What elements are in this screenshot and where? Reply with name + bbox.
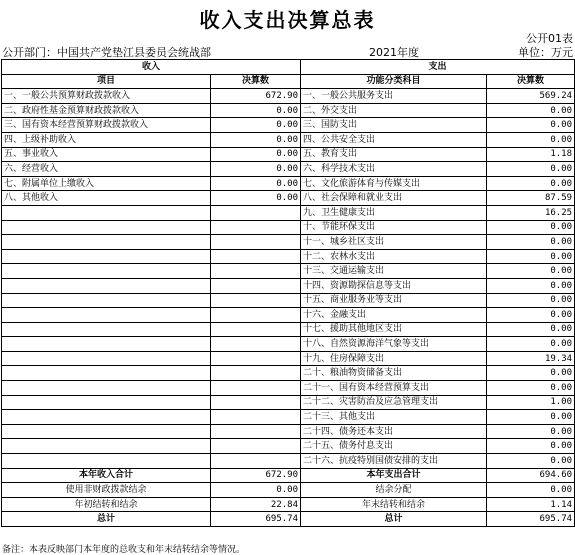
table-row <box>2 293 575 308</box>
expense-amount-cell: 1.18 <box>487 147 575 162</box>
summary-label-left: 使用非财政拨款结余 <box>2 483 211 498</box>
income-amount-cell <box>211 293 301 308</box>
table-row <box>2 308 575 323</box>
budget-table <box>1 59 575 527</box>
income-item-cell <box>2 410 211 425</box>
summary-value-left: 672.90 <box>211 468 301 483</box>
table-row <box>2 439 575 454</box>
summary-value-right: 0.00 <box>487 483 575 498</box>
expense-amount-cell: 0.00 <box>487 337 575 352</box>
department-label: 公开部门：中国共产党垫江县委员会统战部 <box>2 46 211 59</box>
expense-item-cell: 二十三、其他支出 <box>301 410 487 425</box>
total-row <box>2 468 575 483</box>
income-item-cell <box>2 322 211 337</box>
income-item-cell <box>2 395 211 410</box>
income-amount-cell <box>211 278 301 293</box>
income-item-cell: 三、国有资本经营预算财政拨款收入 <box>2 118 211 133</box>
expense-amount-cell: 0.00 <box>487 235 575 250</box>
table-row <box>2 220 575 235</box>
income-item-cell <box>2 220 211 235</box>
income-amount-cell: 0.00 <box>211 147 301 162</box>
income-item-cell <box>2 439 211 454</box>
income-item-cell <box>2 278 211 293</box>
table-row <box>2 337 575 352</box>
table-row <box>2 454 575 469</box>
expense-item-cell: 十八、自然资源海洋气象等支出 <box>301 337 487 352</box>
income-item-cell <box>2 264 211 279</box>
income-section-header: 收入 <box>2 60 301 75</box>
expense-amount-cell: 0.00 <box>487 264 575 279</box>
table-row <box>2 205 575 220</box>
expense-amount-cell: 87.59 <box>487 191 575 206</box>
expense-amount-cell: 0.00 <box>487 308 575 323</box>
expense-amount-cell: 0.00 <box>487 439 575 454</box>
expense-item-cell: 二十二、灾害防治及应急管理支出 <box>301 395 487 410</box>
income-item-cell: 一、一般公共预算财政拨款收入 <box>2 89 211 104</box>
table-row <box>2 191 575 206</box>
income-item-cell <box>2 366 211 381</box>
table-row <box>2 235 575 250</box>
income-item-cell: 二、政府性基金预算财政拨款收入 <box>2 103 211 118</box>
expense-item-cell: 二十、粮油物资储备支出 <box>301 366 487 381</box>
table-row <box>2 132 575 147</box>
expense-amount-cell: 0.00 <box>487 162 575 177</box>
expense-amount-cell: 19.34 <box>487 351 575 366</box>
expense-item-cell: 二十一、国有资本经营预算支出 <box>301 381 487 396</box>
income-item-cell <box>2 205 211 220</box>
expense-amount-cell: 0.00 <box>487 366 575 381</box>
expense-amount-cell: 0.00 <box>487 424 575 439</box>
table-row <box>2 395 575 410</box>
expense-item-cell: 七、文化旅游体育与传媒支出 <box>301 176 487 191</box>
table-row <box>2 381 575 396</box>
table-row <box>2 147 575 162</box>
expense-item-cell: 二十五、债务付息支出 <box>301 439 487 454</box>
income-item-cell <box>2 249 211 264</box>
summary-label-right: 本年支出合计 <box>301 468 487 483</box>
year-label: 2021年度 <box>369 46 419 59</box>
unit-label: 单位：万元 <box>518 46 573 59</box>
form-number: 公开01表 <box>526 32 573 45</box>
summary-value-left: 22.84 <box>211 497 301 512</box>
income-amount-cell <box>211 264 301 279</box>
income-item-cell: 五、事业收入 <box>2 147 211 162</box>
income-amount-cell: 0.00 <box>211 162 301 177</box>
income-item-cell <box>2 235 211 250</box>
income-item-cell: 四、上级补助收入 <box>2 132 211 147</box>
summary-value-right: 695.74 <box>487 512 575 527</box>
grand-total-row <box>2 512 575 527</box>
table-row <box>2 249 575 264</box>
income-amount-cell <box>211 395 301 410</box>
expense-item-cell: 四、公共安全支出 <box>301 132 487 147</box>
income-amount-cell <box>211 410 301 425</box>
income-amount-cell <box>211 381 301 396</box>
expense-amount-cell: 0.00 <box>487 278 575 293</box>
table-row <box>2 322 575 337</box>
expense-item-cell: 二十四、债务还本支出 <box>301 424 487 439</box>
income-amount-cell: 0.00 <box>211 191 301 206</box>
amount2-column-header: 决算数 <box>487 74 575 89</box>
expense-amount-cell: 0.00 <box>487 132 575 147</box>
expense-amount-cell: 0.00 <box>487 249 575 264</box>
income-item-cell <box>2 293 211 308</box>
income-amount-cell <box>211 235 301 250</box>
income-amount-cell: 672.90 <box>211 89 301 104</box>
summary-label-left: 本年收入合计 <box>2 468 211 483</box>
summary-label-right: 结余分配 <box>301 483 487 498</box>
summary-label-right: 年末结转和结余 <box>301 497 487 512</box>
income-item-cell <box>2 454 211 469</box>
table-row <box>2 162 575 177</box>
expense-amount-cell: 0.00 <box>487 176 575 191</box>
summary-value-left: 695.74 <box>211 512 301 527</box>
income-item-cell <box>2 351 211 366</box>
summary-label-left: 总计 <box>2 512 211 527</box>
income-amount-cell <box>211 205 301 220</box>
table-row <box>2 424 575 439</box>
income-amount-cell: 0.00 <box>211 103 301 118</box>
income-amount-cell <box>211 308 301 323</box>
income-amount-cell <box>211 351 301 366</box>
expense-item-cell: 六、科学技术支出 <box>301 162 487 177</box>
income-item-cell: 八、其他收入 <box>2 191 211 206</box>
income-amount-cell <box>211 249 301 264</box>
expense-item-cell: 十九、住房保障支出 <box>301 351 487 366</box>
expense-amount-cell: 0.00 <box>487 322 575 337</box>
column-header-row <box>2 74 575 89</box>
table-row <box>2 278 575 293</box>
page-title: 收入支出决算总表 <box>199 8 376 32</box>
table-row <box>2 264 575 279</box>
summary-value-left: 0.00 <box>211 483 301 498</box>
table-row <box>2 103 575 118</box>
table-row <box>2 176 575 191</box>
table-row <box>2 118 575 133</box>
income-amount-cell <box>211 220 301 235</box>
footnote: 备注：本表反映部门本年度的总收支和年末结转结余等情况。 <box>2 545 246 555</box>
amount-column-header: 决算数 <box>211 74 301 89</box>
income-item-cell <box>2 381 211 396</box>
carryover-row <box>2 497 575 512</box>
expense-item-cell: 十、节能环保支出 <box>301 220 487 235</box>
summary-value-right: 694.60 <box>487 468 575 483</box>
income-amount-cell: 0.00 <box>211 118 301 133</box>
table-row <box>2 410 575 425</box>
income-item-cell <box>2 424 211 439</box>
income-amount-cell <box>211 424 301 439</box>
expense-amount-cell: 0.00 <box>487 118 575 133</box>
expense-amount-cell: 0.00 <box>487 454 575 469</box>
expense-item-cell: 十四、资源勘探信息等支出 <box>301 278 487 293</box>
expense-item-cell: 二、外交支出 <box>301 103 487 118</box>
expense-item-cell: 十七、援助其他地区支出 <box>301 322 487 337</box>
income-amount-cell <box>211 337 301 352</box>
expense-item-cell: 五、教育支出 <box>301 147 487 162</box>
table-row <box>2 89 575 104</box>
expense-amount-cell: 0.00 <box>487 381 575 396</box>
income-amount-cell <box>211 454 301 469</box>
item-column-header: 项目 <box>2 74 211 89</box>
income-amount-cell: 0.00 <box>211 132 301 147</box>
income-item-cell <box>2 308 211 323</box>
income-amount-cell <box>211 439 301 454</box>
table-row <box>2 351 575 366</box>
expense-item-cell: 十三、交通运输支出 <box>301 264 487 279</box>
expense-item-cell: 十一、城乡社区支出 <box>301 235 487 250</box>
table-row <box>2 366 575 381</box>
expense-amount-cell: 0.00 <box>487 293 575 308</box>
expense-amount-cell: 1.00 <box>487 395 575 410</box>
expense-item-cell: 九、卫生健康支出 <box>301 205 487 220</box>
income-amount-cell <box>211 366 301 381</box>
expense-item-cell: 十二、农林水支出 <box>301 249 487 264</box>
expense-amount-cell: 569.24 <box>487 89 575 104</box>
expense-item-cell: 二十六、抗疫特别国债安排的支出 <box>301 454 487 469</box>
expense-amount-cell: 0.00 <box>487 103 575 118</box>
expense-section-header: 支出 <box>301 60 575 75</box>
summary-label-left: 年初结转和结余 <box>2 497 211 512</box>
expense-item-cell: 八、社会保障和就业支出 <box>301 191 487 206</box>
expense-amount-cell: 0.00 <box>487 410 575 425</box>
expense-item-cell: 十五、商业服务业等支出 <box>301 293 487 308</box>
summary-label-right: 总计 <box>301 512 487 527</box>
expense-amount-cell: 16.25 <box>487 205 575 220</box>
expense-item-cell: 一、一般公共服务支出 <box>301 89 487 104</box>
income-amount-cell: 0.00 <box>211 176 301 191</box>
nonfiscal-row <box>2 483 575 498</box>
income-item-cell: 六、经营收入 <box>2 162 211 177</box>
income-item-cell <box>2 337 211 352</box>
income-amount-cell <box>211 322 301 337</box>
summary-value-right: 1.14 <box>487 497 575 512</box>
expense-item-cell: 十六、金融支出 <box>301 308 487 323</box>
income-item-cell: 七、附属单位上缴收入 <box>2 176 211 191</box>
meta-row <box>0 44 575 58</box>
section-header-row <box>2 60 575 75</box>
expense-amount-cell: 0.00 <box>487 220 575 235</box>
func-column-header: 功能分类科目 <box>301 74 487 89</box>
expense-item-cell: 三、国防支出 <box>301 118 487 133</box>
